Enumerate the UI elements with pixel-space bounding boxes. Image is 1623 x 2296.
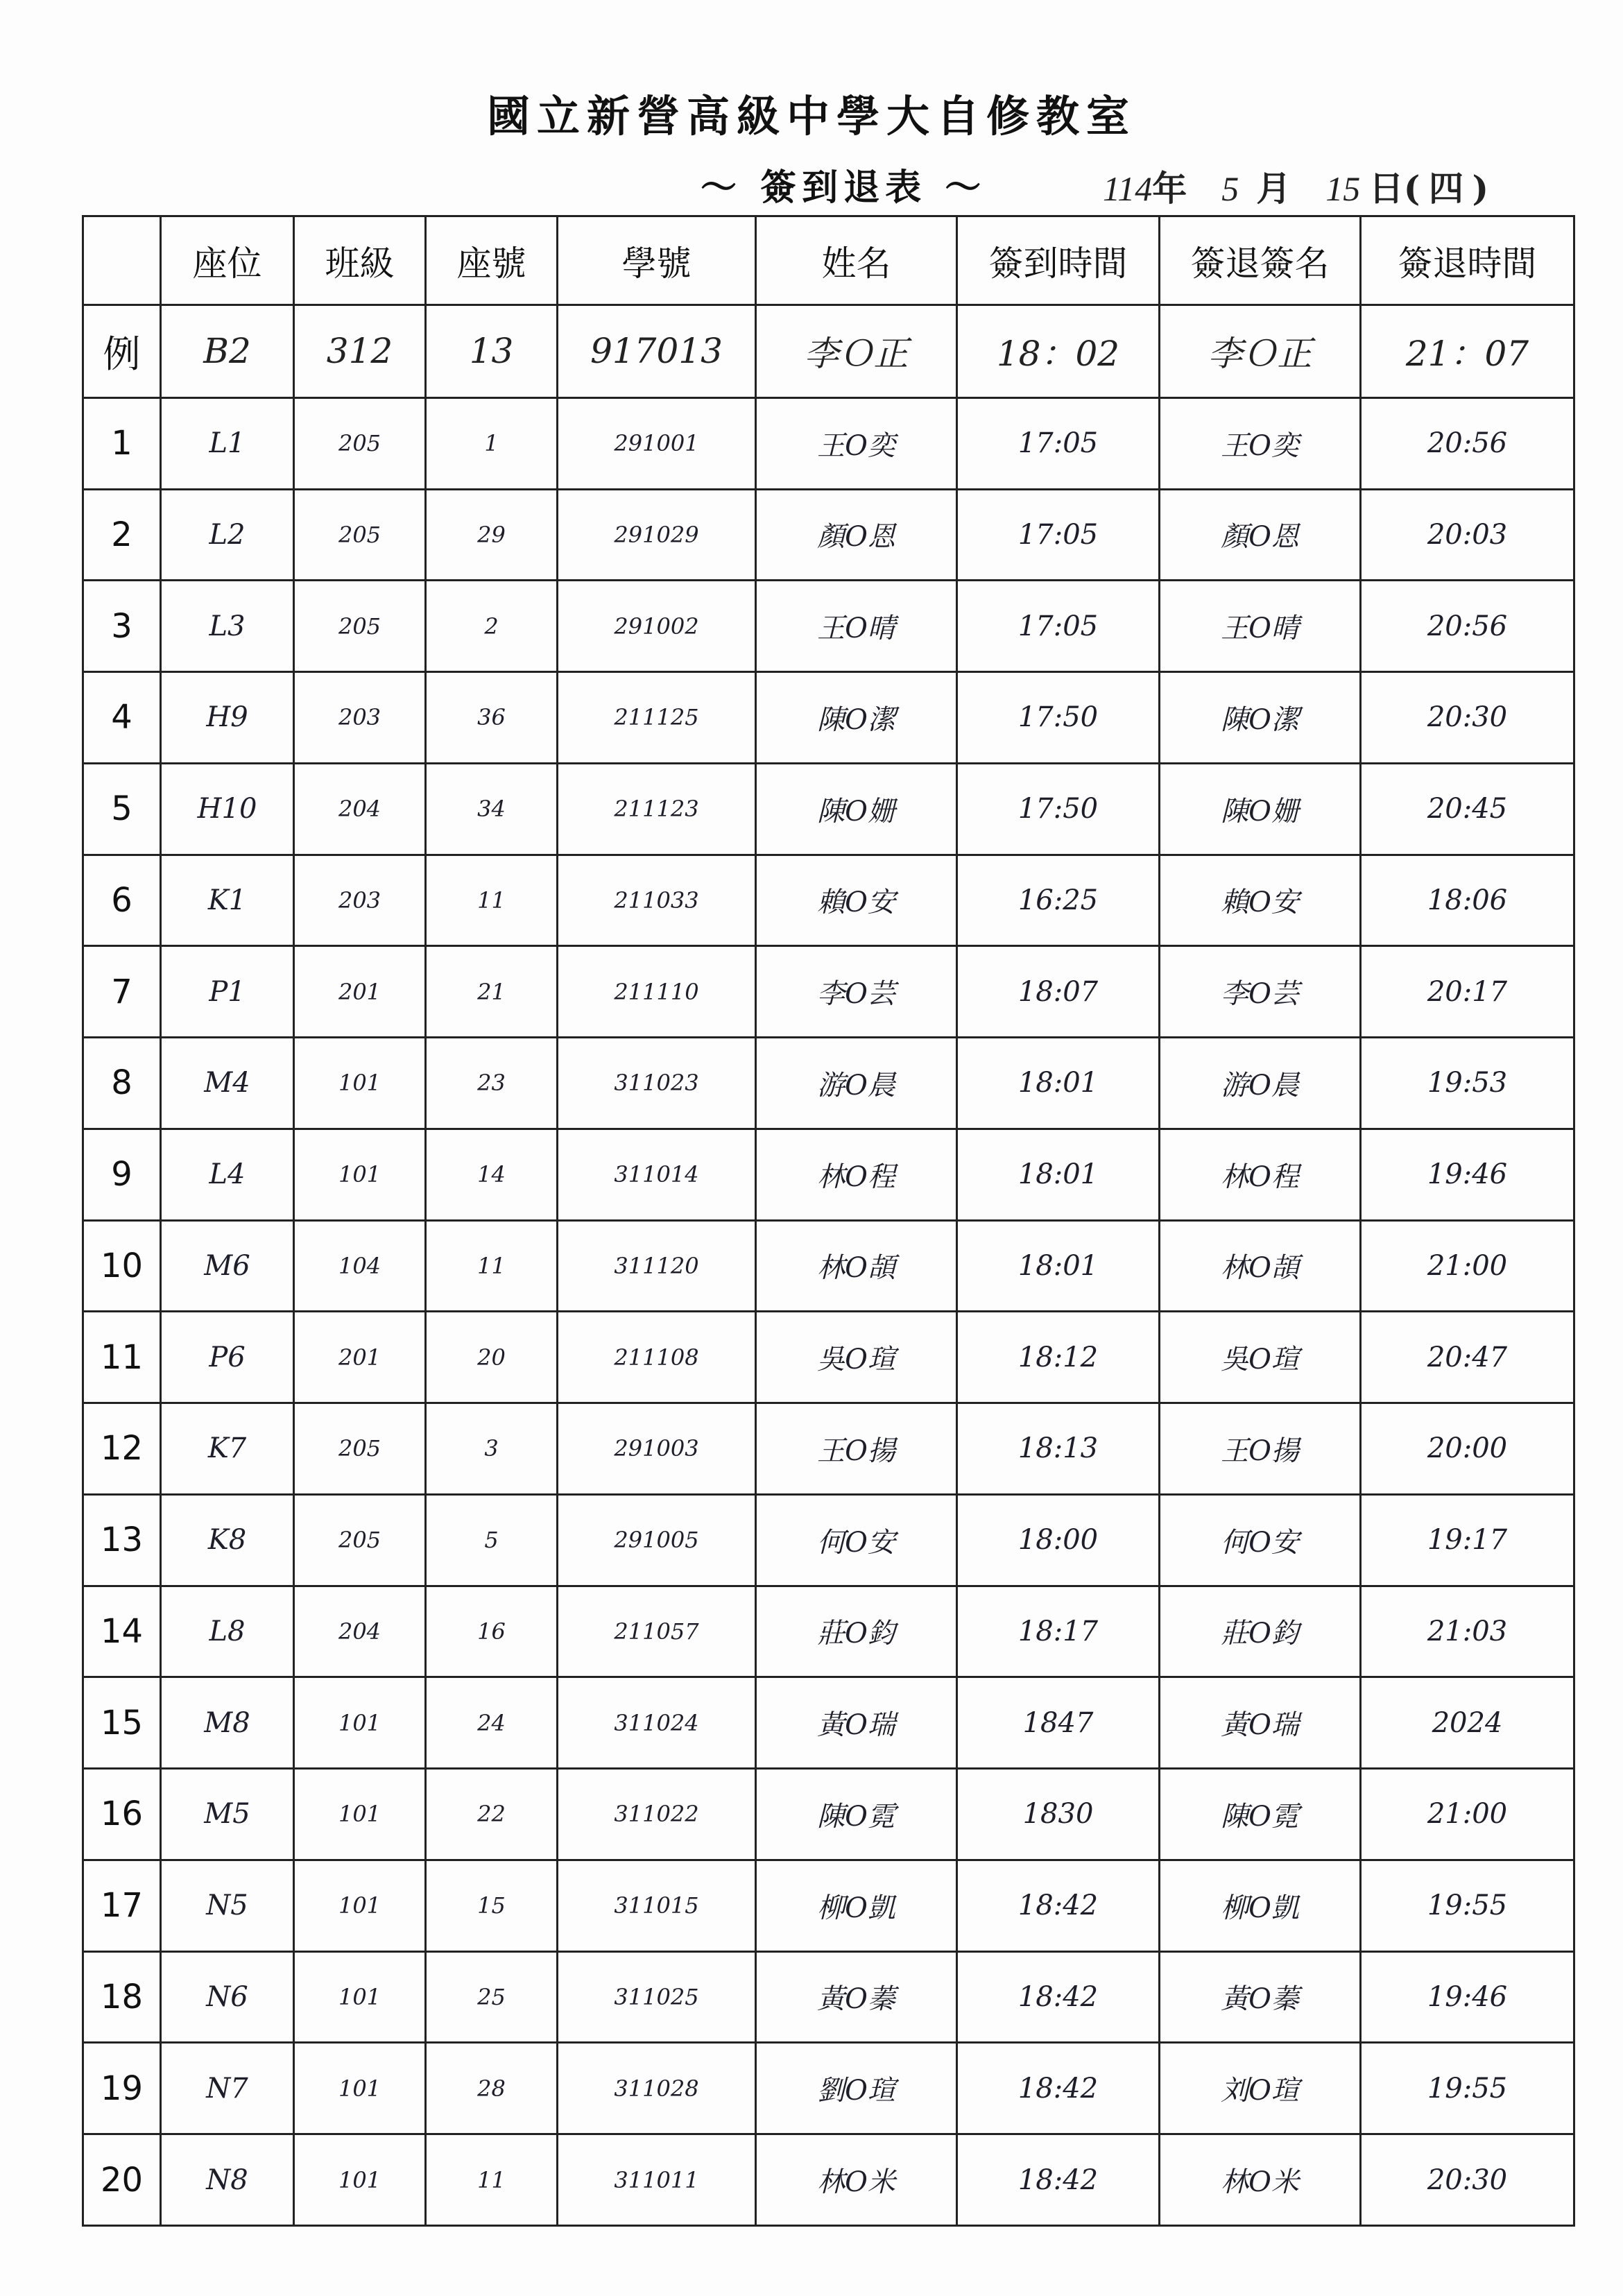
student-id-cell: 311023: [558, 1038, 756, 1129]
signature-cell: 林O米: [1160, 2134, 1361, 2226]
student-id-cell: 311015: [558, 1860, 756, 1951]
checkout-cell: 20:45: [1361, 763, 1574, 855]
name-cell: 游O晨: [756, 1038, 957, 1129]
signature-cell: 賴O安: [1160, 855, 1361, 946]
row-index: 2: [83, 489, 161, 581]
student-id-cell: 211123: [558, 763, 756, 855]
number-cell: 20: [426, 1312, 558, 1403]
seat-cell: M8: [161, 1677, 294, 1769]
seat-cell: H10: [161, 763, 294, 855]
seat-cell: P6: [161, 1312, 294, 1403]
date-month-unit: 月: [1256, 168, 1291, 209]
date-day-unit: 日: [1368, 168, 1404, 209]
student-id-cell: 311120: [558, 1220, 756, 1312]
header-student-id: 學號: [558, 216, 756, 305]
number-cell: 11: [426, 2134, 558, 2226]
row-index: 12: [83, 1403, 161, 1495]
student-id-cell: 291005: [558, 1494, 756, 1586]
table-row: [83, 489, 1574, 581]
table-row: [83, 2043, 1574, 2134]
row-index: 4: [83, 672, 161, 764]
class-cell: 205: [294, 1403, 426, 1495]
number-cell: 11: [426, 1220, 558, 1312]
signature-cell: 黃O瑞: [1160, 1677, 1361, 1769]
signature-cell: 顏O恩: [1160, 489, 1361, 581]
student-id-cell: 291001: [558, 397, 756, 489]
page-title: 國立新營高級中學大自修教室: [486, 91, 1136, 142]
date-year: 114: [1103, 169, 1153, 208]
class-cell: 101: [294, 1860, 426, 1951]
seat-cell: L1: [161, 397, 294, 489]
number-cell: 5: [426, 1494, 558, 1586]
table-row: [83, 672, 1574, 764]
page-subtitle: ～ 簽到退表 ～: [701, 166, 987, 209]
example-signature: 李Ｏ正: [1160, 305, 1361, 398]
checkout-cell: 20:30: [1361, 2134, 1574, 2226]
number-cell: 28: [426, 2043, 558, 2134]
student-id-cell: 291029: [558, 489, 756, 581]
student-id-cell: 311028: [558, 2043, 756, 2134]
class-cell: 203: [294, 672, 426, 764]
example-number: 13: [426, 305, 558, 398]
attendance-table: [82, 215, 1575, 2227]
header-checkout-signature: 簽退簽名: [1160, 216, 1361, 305]
checkout-cell: 19:55: [1361, 2043, 1574, 2134]
seat-cell: N7: [161, 2043, 294, 2134]
example-checkout: 21：07: [1361, 305, 1574, 398]
signature-cell: 何O安: [1160, 1494, 1361, 1586]
checkout-cell: 2024: [1361, 1677, 1574, 1769]
class-cell: 104: [294, 1220, 426, 1312]
seat-cell: N5: [161, 1860, 294, 1951]
class-cell: 201: [294, 1312, 426, 1403]
class-cell: 101: [294, 1129, 426, 1220]
number-cell: 22: [426, 1769, 558, 1860]
class-cell: 101: [294, 2134, 426, 2226]
row-index: 14: [83, 1586, 161, 1677]
checkin-cell: 16:25: [957, 855, 1160, 946]
class-cell: 101: [294, 1769, 426, 1860]
number-cell: 25: [426, 1951, 558, 2043]
signature-cell: 李O芸: [1160, 946, 1361, 1038]
class-cell: 203: [294, 855, 426, 946]
name-cell: 李O芸: [756, 946, 957, 1038]
date-month: 5: [1221, 169, 1239, 208]
name-cell: 柳O凱: [756, 1860, 957, 1951]
example-student-id: 917013: [558, 305, 756, 398]
header-index: [83, 216, 161, 305]
name-cell: 王O揚: [756, 1403, 957, 1495]
table-row: [83, 1586, 1574, 1677]
signature-cell: 林O頡: [1160, 1220, 1361, 1312]
student-id-cell: 211057: [558, 1586, 756, 1677]
table-row: [83, 1038, 1574, 1129]
name-cell: 王O奕: [756, 397, 957, 489]
student-id-cell: 211108: [558, 1312, 756, 1403]
date-day: 15: [1325, 169, 1361, 208]
name-cell: 陳O潔: [756, 672, 957, 764]
student-id-cell: 211033: [558, 855, 756, 946]
number-cell: 3: [426, 1403, 558, 1495]
student-id-cell: 311011: [558, 2134, 756, 2226]
date-year-unit: 年: [1152, 168, 1187, 209]
checkin-cell: 18:01: [957, 1220, 1160, 1312]
class-cell: 205: [294, 397, 426, 489]
name-cell: 莊O鈞: [756, 1586, 957, 1677]
checkout-cell: 20:17: [1361, 946, 1574, 1038]
table-row: [83, 1403, 1574, 1495]
checkout-cell: 19:46: [1361, 1129, 1574, 1220]
date-close-paren: ): [1472, 168, 1489, 209]
row-index: 8: [83, 1038, 161, 1129]
signature-cell: 陳O潔: [1160, 672, 1361, 764]
checkin-cell: 18:42: [957, 2043, 1160, 2134]
seat-cell: L2: [161, 489, 294, 581]
checkout-cell: 20:56: [1361, 397, 1574, 489]
table-row: [83, 855, 1574, 946]
row-index: 16: [83, 1769, 161, 1860]
student-id-cell: 311022: [558, 1769, 756, 1860]
checkout-cell: 20:03: [1361, 489, 1574, 581]
checkin-cell: 17:50: [957, 763, 1160, 855]
signature-cell: 林O程: [1160, 1129, 1361, 1220]
row-index: 1: [83, 397, 161, 489]
signature-cell: 柳O凱: [1160, 1860, 1361, 1951]
checkout-cell: 20:47: [1361, 1312, 1574, 1403]
student-id-cell: 211125: [558, 672, 756, 764]
checkin-cell: 18:07: [957, 946, 1160, 1038]
table-row: [83, 581, 1574, 672]
number-cell: 15: [426, 1860, 558, 1951]
row-index: 19: [83, 2043, 161, 2134]
name-cell: 賴O安: [756, 855, 957, 946]
row-index: 9: [83, 1129, 161, 1220]
name-cell: 劉O瑄: [756, 2043, 957, 2134]
class-cell: 101: [294, 2043, 426, 2134]
number-cell: 34: [426, 763, 558, 855]
seat-cell: N6: [161, 1951, 294, 2043]
table-row: [83, 1860, 1574, 1951]
table-row: [83, 1677, 1574, 1769]
class-cell: 204: [294, 763, 426, 855]
class-cell: 204: [294, 1586, 426, 1677]
name-cell: 何O安: [756, 1494, 957, 1586]
student-id-cell: 291003: [558, 1403, 756, 1495]
name-cell: 吳O瑄: [756, 1312, 957, 1403]
table-row: [83, 1769, 1574, 1860]
seat-cell: L3: [161, 581, 294, 672]
checkout-cell: 19:55: [1361, 1860, 1574, 1951]
signature-cell: 陳O姗: [1160, 763, 1361, 855]
checkout-cell: 20:30: [1361, 672, 1574, 764]
checkout-cell: 19:53: [1361, 1038, 1574, 1129]
number-cell: 23: [426, 1038, 558, 1129]
date-line: [1103, 161, 1488, 211]
example-name: 李Ｏ正: [756, 305, 957, 398]
class-cell: 101: [294, 1677, 426, 1769]
example-class: 312: [294, 305, 426, 398]
name-cell: 陳O霓: [756, 1769, 957, 1860]
number-cell: 29: [426, 489, 558, 581]
row-index: 3: [83, 581, 161, 672]
seat-cell: M5: [161, 1769, 294, 1860]
row-index: 7: [83, 946, 161, 1038]
checkin-cell: 18:42: [957, 2134, 1160, 2226]
checkin-cell: 17:50: [957, 672, 1160, 764]
table-row: [83, 2134, 1574, 2226]
checkout-cell: 21:03: [1361, 1586, 1574, 1677]
table-row: [83, 1494, 1574, 1586]
row-index: 13: [83, 1494, 161, 1586]
header-checkout-time: 簽退時間: [1361, 216, 1574, 305]
class-cell: 205: [294, 1494, 426, 1586]
signature-cell: 莊O鈞: [1160, 1586, 1361, 1677]
class-cell: 205: [294, 581, 426, 672]
header-class: 班級: [294, 216, 426, 305]
header-checkin-time: 簽到時間: [957, 216, 1160, 305]
table-row: [83, 763, 1574, 855]
header-name: 姓名: [756, 216, 957, 305]
student-id-cell: 311014: [558, 1129, 756, 1220]
example-seat: B2: [161, 305, 294, 398]
seat-cell: K1: [161, 855, 294, 946]
checkout-cell: 21:00: [1361, 1769, 1574, 1860]
signature-cell: 王O晴: [1160, 581, 1361, 672]
signature-cell: 吳O瑄: [1160, 1312, 1361, 1403]
row-index: 6: [83, 855, 161, 946]
table-row: [83, 1129, 1574, 1220]
table-row: [83, 946, 1574, 1038]
signature-cell: 王O奕: [1160, 397, 1361, 489]
name-cell: 林O米: [756, 2134, 957, 2226]
seat-cell: P1: [161, 946, 294, 1038]
checkout-cell: 21:00: [1361, 1220, 1574, 1312]
checkout-cell: 18:06: [1361, 855, 1574, 946]
seat-cell: M6: [161, 1220, 294, 1312]
number-cell: 11: [426, 855, 558, 946]
example-index: 例: [83, 305, 161, 398]
number-cell: 2: [426, 581, 558, 672]
row-index: 17: [83, 1860, 161, 1951]
checkin-cell: 18:42: [957, 1951, 1160, 2043]
name-cell: 林O頡: [756, 1220, 957, 1312]
number-cell: 36: [426, 672, 558, 764]
number-cell: 16: [426, 1586, 558, 1677]
row-index: 11: [83, 1312, 161, 1403]
signature-cell: 王O揚: [1160, 1403, 1361, 1495]
seat-cell: K7: [161, 1403, 294, 1495]
checkin-cell: 18:01: [957, 1038, 1160, 1129]
checkin-cell: 18:12: [957, 1312, 1160, 1403]
checkin-cell: 17:05: [957, 397, 1160, 489]
name-cell: 黃O蓁: [756, 1951, 957, 2043]
student-id-cell: 291002: [558, 581, 756, 672]
checkout-cell: 19:46: [1361, 1951, 1574, 2043]
student-id-cell: 311024: [558, 1677, 756, 1769]
row-index: 18: [83, 1951, 161, 2043]
name-cell: 林O程: [756, 1129, 957, 1220]
checkout-cell: 19:17: [1361, 1494, 1574, 1586]
signature-cell: 陳O霓: [1160, 1769, 1361, 1860]
class-cell: 205: [294, 489, 426, 581]
table-header-row: [83, 216, 1574, 305]
checkin-cell: 1830: [957, 1769, 1160, 1860]
signature-cell: 黃O蓁: [1160, 1951, 1361, 2043]
seat-cell: K8: [161, 1494, 294, 1586]
name-cell: 陳O姗: [756, 763, 957, 855]
date-weekday: 四: [1428, 168, 1463, 209]
seat-cell: H9: [161, 672, 294, 764]
checkin-cell: 18:13: [957, 1403, 1160, 1495]
row-index: 10: [83, 1220, 161, 1312]
number-cell: 14: [426, 1129, 558, 1220]
row-index: 20: [83, 2134, 161, 2226]
checkin-cell: 18:42: [957, 1860, 1160, 1951]
checkin-cell: 17:05: [957, 581, 1160, 672]
seat-cell: L8: [161, 1586, 294, 1677]
header-seat: 座位: [161, 216, 294, 305]
example-row: [83, 305, 1574, 398]
signature-cell: 刘O瑄: [1160, 2043, 1361, 2134]
table-row: [83, 1312, 1574, 1403]
signature-cell: 游O晨: [1160, 1038, 1361, 1129]
date-open-paren: (: [1403, 168, 1420, 209]
checkout-cell: 20:00: [1361, 1403, 1574, 1495]
example-checkin: 18：02: [957, 305, 1160, 398]
student-id-cell: 211110: [558, 946, 756, 1038]
number-cell: 24: [426, 1677, 558, 1769]
table-row: [83, 397, 1574, 489]
table-row: [83, 1220, 1574, 1312]
checkin-cell: 18:01: [957, 1129, 1160, 1220]
row-index: 5: [83, 763, 161, 855]
name-cell: 王O晴: [756, 581, 957, 672]
number-cell: 1: [426, 397, 558, 489]
class-cell: 201: [294, 946, 426, 1038]
seat-cell: M4: [161, 1038, 294, 1129]
seat-cell: N8: [161, 2134, 294, 2226]
checkin-cell: 1847: [957, 1677, 1160, 1769]
checkout-cell: 20:56: [1361, 581, 1574, 672]
checkin-cell: 17:05: [957, 489, 1160, 581]
seat-cell: L4: [161, 1129, 294, 1220]
header-number: 座號: [426, 216, 558, 305]
checkin-cell: 18:00: [957, 1494, 1160, 1586]
number-cell: 21: [426, 946, 558, 1038]
row-index: 15: [83, 1677, 161, 1769]
name-cell: 黃O瑞: [756, 1677, 957, 1769]
checkin-cell: 18:17: [957, 1586, 1160, 1677]
name-cell: 顏O恩: [756, 489, 957, 581]
table-row: [83, 1951, 1574, 2043]
class-cell: 101: [294, 1038, 426, 1129]
class-cell: 101: [294, 1951, 426, 2043]
student-id-cell: 311025: [558, 1951, 756, 2043]
